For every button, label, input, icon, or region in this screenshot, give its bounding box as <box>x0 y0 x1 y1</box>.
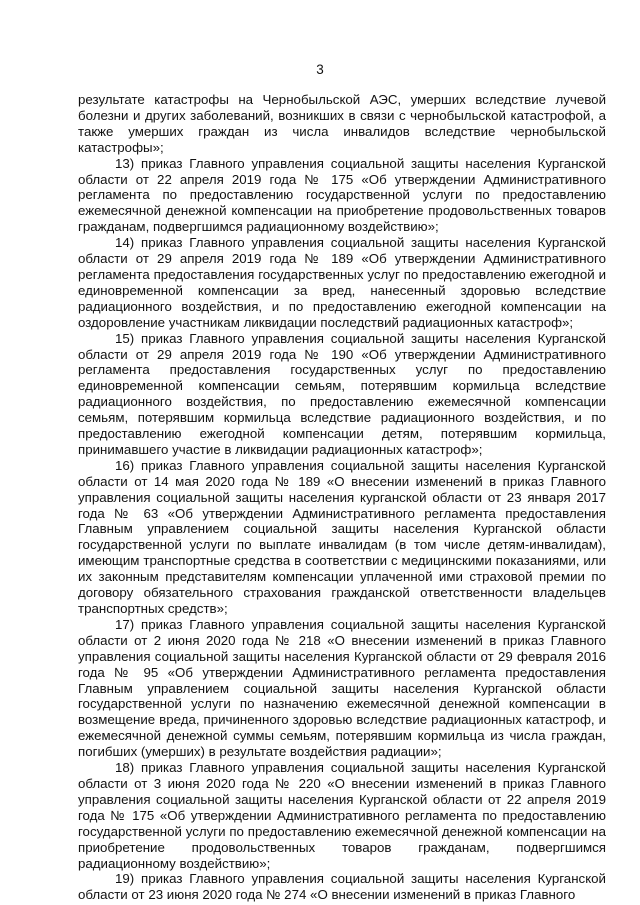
paragraph-item-13: 13) приказ Главного управления социальной защиты населения Курганской области от 22 апреля 2019 года № 175 «Об утверждении Административного регламента по предоставлению государственной услуги по предоставлению ежемесячной денежной компенсации на приобретение продовольственных товаров гражданам, подвергшимся радиационному воздействию»; <box>78 155 606 235</box>
paragraph-item-19: 19) приказ Главного управления социальной защиты населения Курганской области от 23 июня 2020 года № 274 «О внесении изменений в приказ Главного <box>78 871 606 903</box>
paragraph-item-16: 16) приказ Главного управления социальной защиты населения Курганской области от 14 мая 2020 года № 189 «О внесении изменений в приказ Главного управления социальной защиты населения курганской области от 23 января 2017 года № 63 «Об утверждении Административного регламента предоставления Главным управлением социальной защиты населения Курганской области государственной услуги по выплате инвалидам (в том числе детям-инвалидам), имеющим транспортные средства в соответствии с медицинскими показаниями, или их законным представителям компенсации уплаченной ими страховой премии по договору обязательного страхования гражданской ответственности владельцев транспортных средств»; <box>78 457 606 616</box>
page-number: 3 <box>316 62 324 77</box>
paragraph-item-18: 18) приказ Главного управления социальной защиты населения Курганской области от 3 июня 2020 года № 220 «О внесении изменений в приказ Главного управления социальной защиты населения Курганской области от 22 апреля 2019 года № 175 «Об утверждении Административного регламента по предоставлению государственной услуги по предоставлению ежемесячной денежной компенсации на приобретение продовольственных товаров гражданам, подвергшимся радиационному воздействию»; <box>78 760 606 871</box>
paragraph-continuation: результате катастрофы на Чернобыльской АЭС, умерших вследствие лучевой болезни и других заболеваний, возникших в связи с чернобыльской катастрофой, а также умерших граждан из числа инвалидов вследствие чернобыльской катастрофы»; <box>78 92 606 155</box>
paragraph-item-14: 14) приказ Главного управления социальной защиты населения Курганской области от 29 апреля 2019 года № 189 «Об утверждении Административного регламента предоставления государственных услуг по предоставлению ежегодной и единовременной компенсации за вред, нанесенный здоровью вследствие радиационного воздействия, и по предоставлению ежегодной компенсации на оздоровление участникам ликвидации последствий радиационных катастроф»; <box>78 235 606 330</box>
paragraph-item-17: 17) приказ Главного управления социальной защиты населения Курганской области от 2 июня 2020 года № 218 «О внесении изменений в приказ Главного управления социальной защиты населения Курганской области от 29 февраля 2016 года № 95 «Об утверждении Административного регламента предоставления Главным управлением социальной защиты населения Курганской области государственной услуги по назначению ежемесячной денежной компенсации в возмещение вреда, причиненного здоровью вследствие радиационных катастроф, и ежемесячной денежной суммы семьям, потерявшим кормильца из числа граждан, погибших (умерших) в результате воздействия радиации»; <box>78 616 606 760</box>
document-body <box>78 92 606 903</box>
paragraph-item-15: 15) приказ Главного управления социальной защиты населения Курганской области от 29 апреля 2019 года № 190 «Об утверждении Административного регламента предоставления государственных услуг по предоставлению единовременной компенсации семьям, потерявшим кормильца вследствие радиационного воздействия, по предоставлению ежемесячной компенсации семьям, потерявшим кормильца вследствие радиационного воздействия, и по предоставлению ежегодной компенсации детям, потерявшим кормильца, принимавшего участие в ликвидации радиационных катастроф»; <box>78 330 606 457</box>
